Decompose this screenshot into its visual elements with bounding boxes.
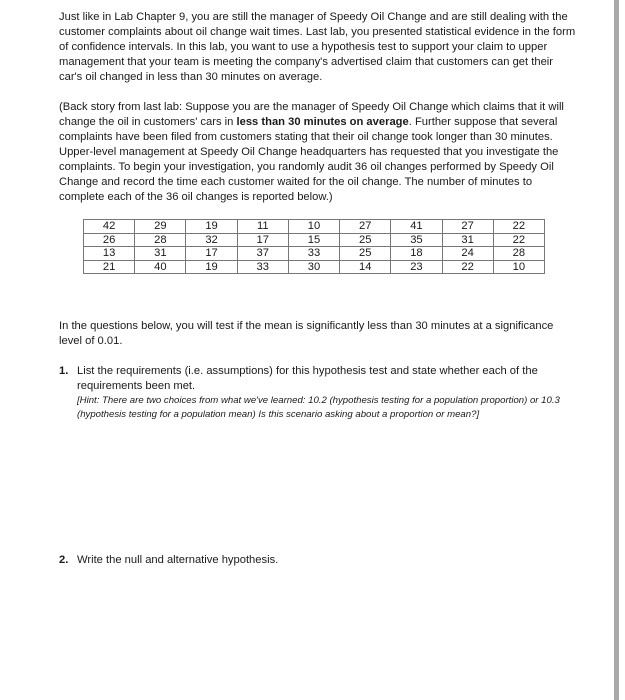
table-cell: 14: [340, 260, 391, 274]
table-cell: 40: [135, 260, 186, 274]
table-cell: 30: [288, 260, 339, 274]
page-edge-divider: [614, 0, 619, 700]
backstory-paragraph: [59, 100, 579, 205]
table-cell: 33: [288, 247, 339, 261]
table-cell: 42: [84, 220, 135, 234]
question-2: [59, 553, 579, 568]
question-text: List the requirements (i.e. assumptions) for this hypothesis test and state whether each of the requirements been met.: [77, 365, 538, 392]
table-cell: 15: [288, 233, 339, 247]
table-row: [84, 260, 545, 274]
table-cell: 28: [493, 247, 544, 261]
table-cell: 27: [340, 220, 391, 234]
oil-change-times-table: [83, 219, 545, 274]
table-cell: 11: [237, 220, 288, 234]
table-cell: 18: [391, 247, 442, 261]
table-cell: 32: [186, 233, 237, 247]
question-hint: [Hint: There are two choices from what we've learned: 10.2 (hypothesis testing for a population proportion) or 10.3 (hypothesis testing for a population mean) Is this scenario asking about a proportion or mean?]: [77, 395, 560, 420]
table-row: [84, 233, 545, 247]
table-cell: 31: [135, 247, 186, 261]
question-number: 2.: [59, 554, 69, 566]
table-cell: 41: [391, 220, 442, 234]
table-cell: 28: [135, 233, 186, 247]
table-cell: 24: [442, 247, 493, 261]
table-cell: 23: [391, 260, 442, 274]
question-number: 1.: [59, 365, 69, 377]
table-cell: 25: [340, 247, 391, 261]
backstory-emphasis: less than 30 minutes on average: [236, 116, 409, 128]
question-text: Write the null and alternative hypothesis.: [77, 554, 279, 566]
table-cell: 33: [237, 260, 288, 274]
table-cell: 10: [288, 220, 339, 234]
backstory-text-end: . Further suppose that several complaints have been filed from customers stating that their oil change took longer than 30 minutes. Upper-level management at Speedy Oil Change headquarters has requested that you investigate the complaints. To begin your investigation, you randomly audit 36 oil changes performed by Speedy Oil Change and record the time each customer waited for the oil change. The number of minutes to complete each of the 36 oil changes is reported below.): [59, 116, 559, 203]
table-cell: 27: [442, 220, 493, 234]
instructions-paragraph: In the questions below, you will test if the mean is significantly less than 30 minutes at a significance level of 0.01.: [59, 320, 554, 347]
table-cell: 29: [135, 220, 186, 234]
table-cell: 22: [493, 233, 544, 247]
table-row: [84, 220, 545, 234]
question-1: [59, 364, 579, 422]
table-cell: 21: [84, 260, 135, 274]
table-cell: 19: [186, 260, 237, 274]
table-cell: 37: [237, 247, 288, 261]
table-row: [84, 247, 545, 261]
table-cell: 31: [442, 233, 493, 247]
table-cell: 17: [186, 247, 237, 261]
table-cell: 22: [442, 260, 493, 274]
backstory-text: (Back story from last lab: Suppose you are the manager of Speedy Oil Change which claims that it will change the oil in customers' cars in: [59, 101, 564, 128]
table-cell: 19: [186, 220, 237, 234]
table-cell: 17: [237, 233, 288, 247]
table-cell: 13: [84, 247, 135, 261]
table-cell: 22: [493, 220, 544, 234]
table-cell: 35: [391, 233, 442, 247]
intro-paragraph: Just like in Lab Chapter 9, you are still the manager of Speedy Oil Change and are still dealing with the customer complaints about oil change wait times. Last lab, you presented statistical evidence in the form of confidence intervals. In this lab, you want to use a hypothesis test to support your claim to upper management that your team is meeting the company's advertised claim that customers can get their car's oil changed in less than 30 minutes on average.: [59, 11, 576, 83]
table-cell: 25: [340, 233, 391, 247]
table-cell: 10: [493, 260, 544, 274]
table-cell: 26: [84, 233, 135, 247]
